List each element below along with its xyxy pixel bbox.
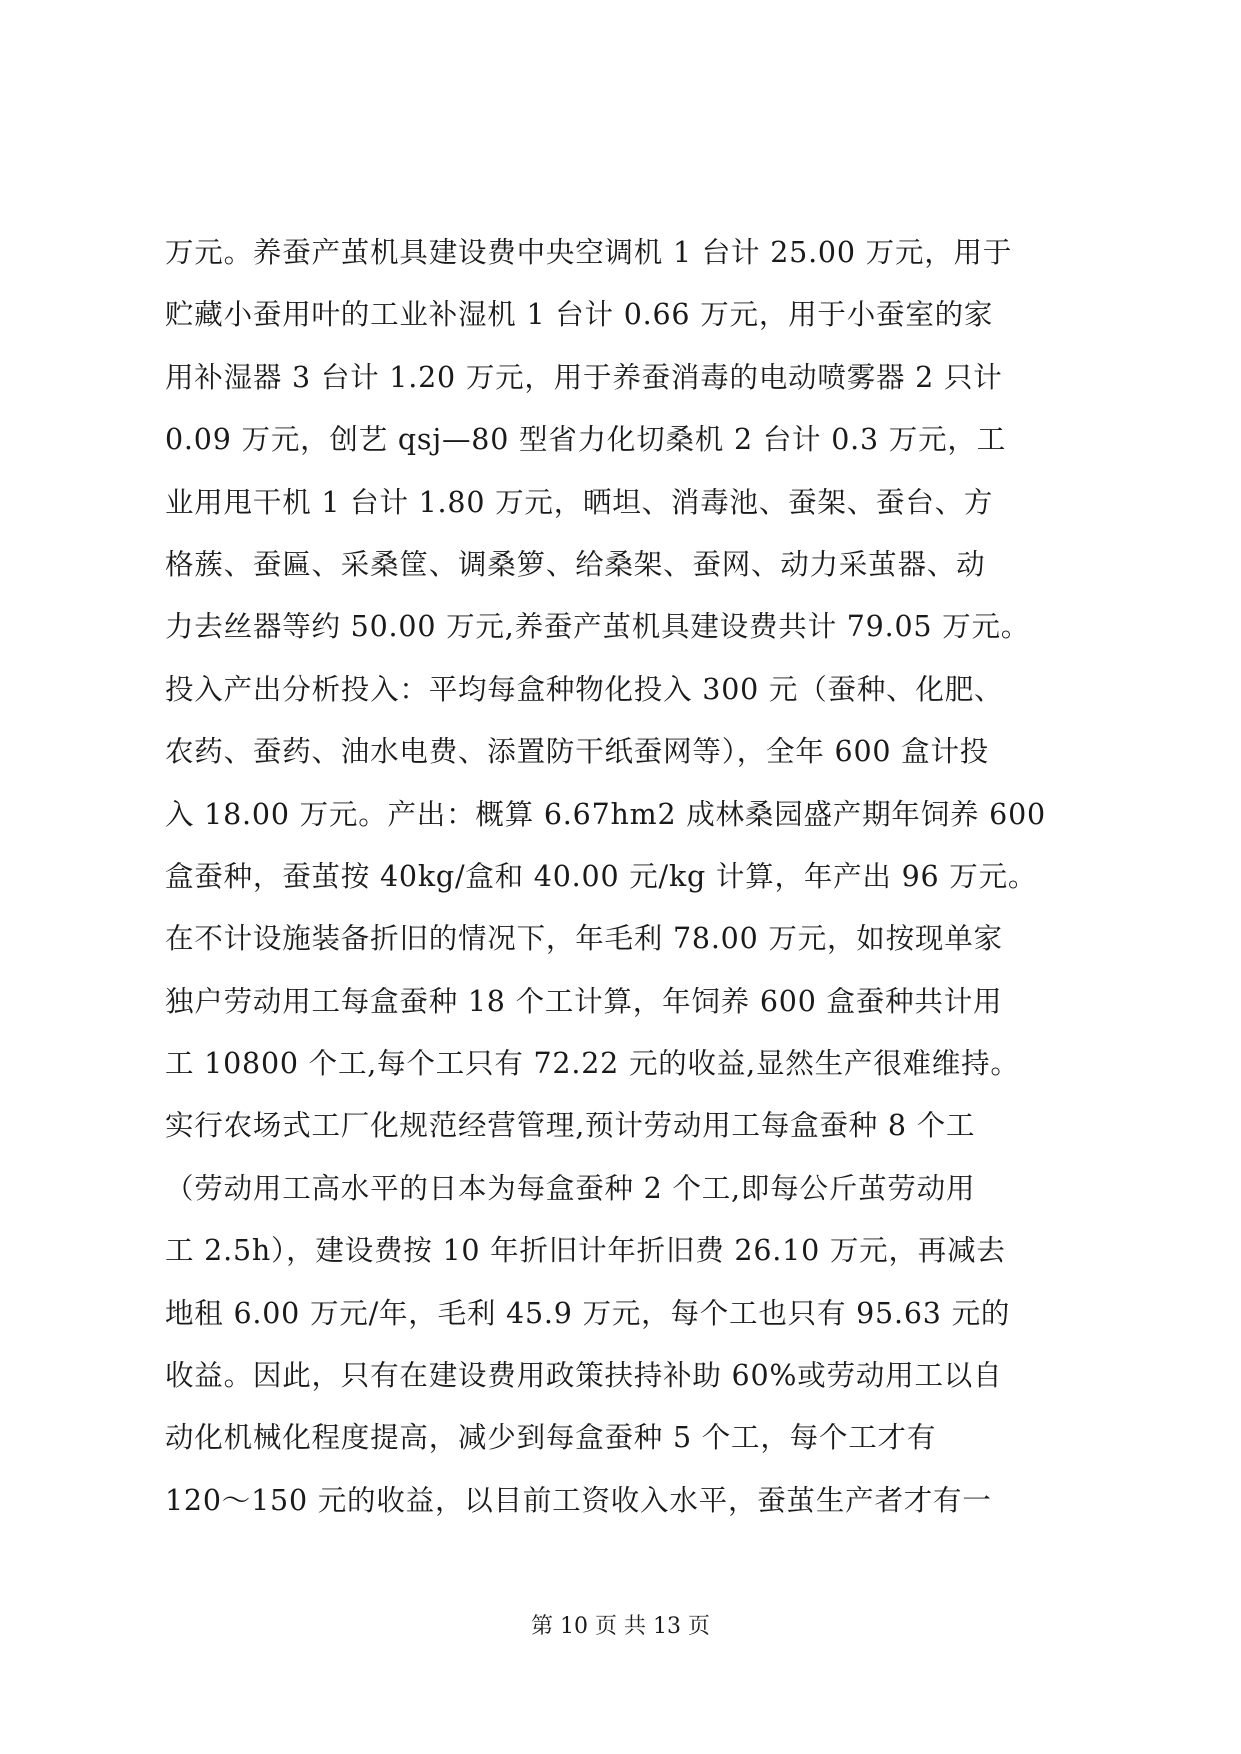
text-line: 业用甩干机 1 台计 1.80 万元，晒坦、消毒池、蚕架、蚕台、方 — [165, 485, 994, 519]
text-line: 在不计设施装备折旧的情况下，年毛利 78.00 万元，如按现单家 — [165, 922, 1003, 956]
text-line: 工 2.5h），建设费按 10 年折旧计年折旧费 26.10 万元，再减去 — [165, 1234, 1006, 1268]
text-line: 工 10800 个工,每个工只有 72.22 元的收益,显然生产很难维持。 — [165, 1047, 1020, 1081]
text-line: 120～150 元的收益，以目前工资收入水平，蚕茧生产者才有一 — [165, 1483, 992, 1517]
text-line: 贮藏小蚕用叶的工业补湿机 1 台计 0.66 万元，用于小蚕室的家 — [165, 298, 994, 332]
text-line: 入 18.00 万元。产出：概算 6.67hm2 成林桑园盛产期年饲养 600 — [165, 797, 1046, 831]
text-line: 格蔟、蚕匾、采桑筐、调桑箩、给桑架、蚕网、动力采茧器、动 — [165, 547, 986, 581]
text-line: 独户劳动用工每盒蚕种 18 个工计算，年饲养 600 盒蚕种共计用 — [165, 984, 1003, 1018]
text-line: 地租 6.00 万元/年，毛利 45.9 万元，每个工也只有 95.63 元的 — [165, 1296, 1011, 1330]
text-line: 动化机械化程度提高，减少到每盒蚕种 5 个工，每个工才有 — [165, 1421, 937, 1455]
text-line: 实行农场式工厂化规范经营管理,预计劳动用工每盒蚕种 8 个工 — [165, 1109, 976, 1143]
text-line: 盒蚕种，蚕茧按 40kg/盒和 40.00 元/kg 计算，年产出 96 万元。 — [165, 859, 1038, 893]
text-line: 力去丝器等约 50.00 万元,养蚕产茧机具建设费共计 79.05 万元。 — [165, 610, 1031, 644]
text-line: 0.09 万元，创艺 qsj—80 型省力化切桑机 2 台计 0.3 万元，工 — [165, 423, 1007, 457]
body-text — [165, 228, 1085, 1538]
text-line: （劳动用工高水平的日本为每盒蚕种 2 个工,即每公斤茧劳动用 — [165, 1171, 976, 1205]
page-number-footer: 第 10 页 共 13 页 — [531, 1614, 710, 1639]
text-line: 投入产出分析投入：平均每盒种物化投入 300 元（蚕种、化肥、 — [165, 672, 1004, 706]
text-line: 万元。养蚕产茧机具建设费中央空调机 1 台计 25.00 万元，用于 — [165, 236, 1013, 269]
text-line: 用补湿器 3 台计 1.20 万元，用于养蚕消毒的电动喷雾器 2 只计 — [165, 360, 1003, 394]
text-line: 农药、蚕药、油水电费、添置防干纸蚕网等），全年 600 盒计投 — [165, 735, 990, 769]
text-line: 收益。因此，只有在建设费用政策扶持补助 60%或劳动用工以自 — [165, 1359, 1003, 1393]
